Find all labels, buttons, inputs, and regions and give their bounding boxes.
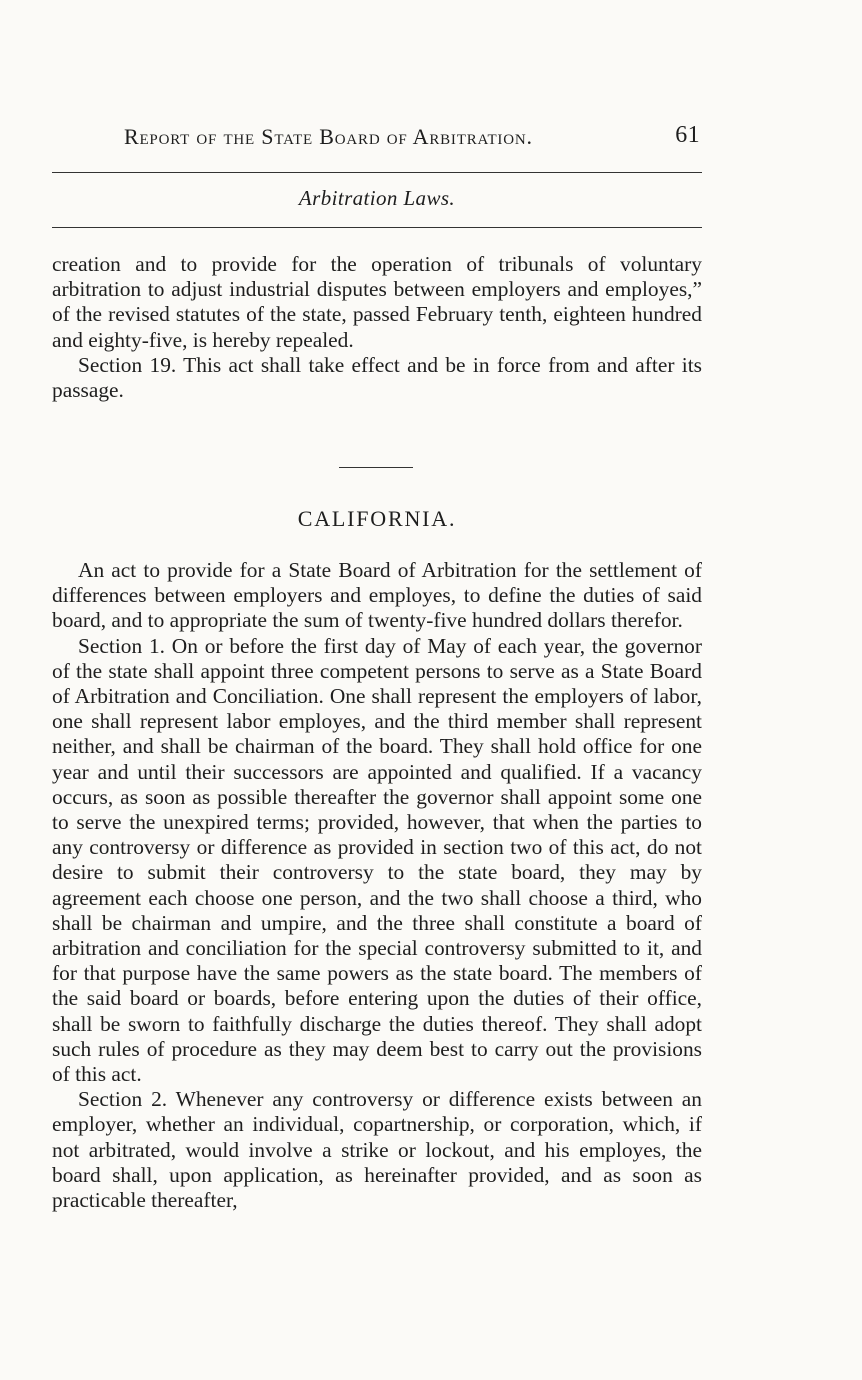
page-number: 61 [675, 122, 700, 148]
section-1-paragraph: Section 1. On or before the first day of May of each year, the governor of the state shall appoint three competent persons to serve as a State Board of Arbitration and Conciliation. One shall represent the employers of labor, one shall represent labor employes, and the third member shall represent neither, and shall be chairman of the board. They shall hold office for one year and until their successors are appointed and qualified. If a vacancy occurs, as soon as possible thereafter the governor shall appoint some one to serve the unexpired terms; provided, however, that when the parties to any controversy or difference as provided in section two of this act, do not desire to submit their controversy to the state board, they may by agreement each choose one person, and the two shall choose a third, who shall be chairman and umpire, and the three shall constitute a board of arbitration and conciliation for the special controversy submitted to it, and for that purpose have the same powers as the state board. The members of the said board or boards, before entering upon the duties of their office, shall be sworn to faithfully discharge the duties thereof. They shall adopt such rules of procedure as they may deem best to carry out the provisions of this act. [52, 633, 702, 1087]
header-rule-bottom [52, 227, 702, 228]
section-19-paragraph: Section 19. This act shall take effect and be in force from and after its passage. [52, 352, 702, 403]
continued-text-block [52, 252, 702, 403]
section-divider [339, 467, 413, 468]
continued-paragraph: creation and to provide for the operation of tribunals of voluntary arbitration to adjust industrial disputes between employers and employes,” of the revised statutes of the state, passed February tenth, eighteen hundred and eighty-five, is hereby repealed. [52, 252, 702, 352]
act-title-paragraph: An act to provide for a State Board of Arbitration for the settlement of differences between employers and employes, to define the duties of said board, and to appropriate the sum of twenty-five hundred dollars therefor. [52, 558, 702, 633]
running-head [52, 118, 702, 154]
section-2-paragraph: Section 2. Whenever any controversy or difference exists between an employer, whether an individual, copartnership, or corporation, which, if not arbitrated, would involve a strike or lockout, and his employes, the board shall, upon application, as hereinafter provided, and as soon as practicable thereafter, [52, 1087, 702, 1213]
header-rule-top [52, 172, 702, 173]
california-act-text [52, 558, 702, 1213]
section-title: Arbitration Laws. [298, 186, 456, 210]
state-heading: CALIFORNIA. [297, 506, 457, 531]
running-title: Report of the State Board of Arbitration. [124, 124, 533, 149]
